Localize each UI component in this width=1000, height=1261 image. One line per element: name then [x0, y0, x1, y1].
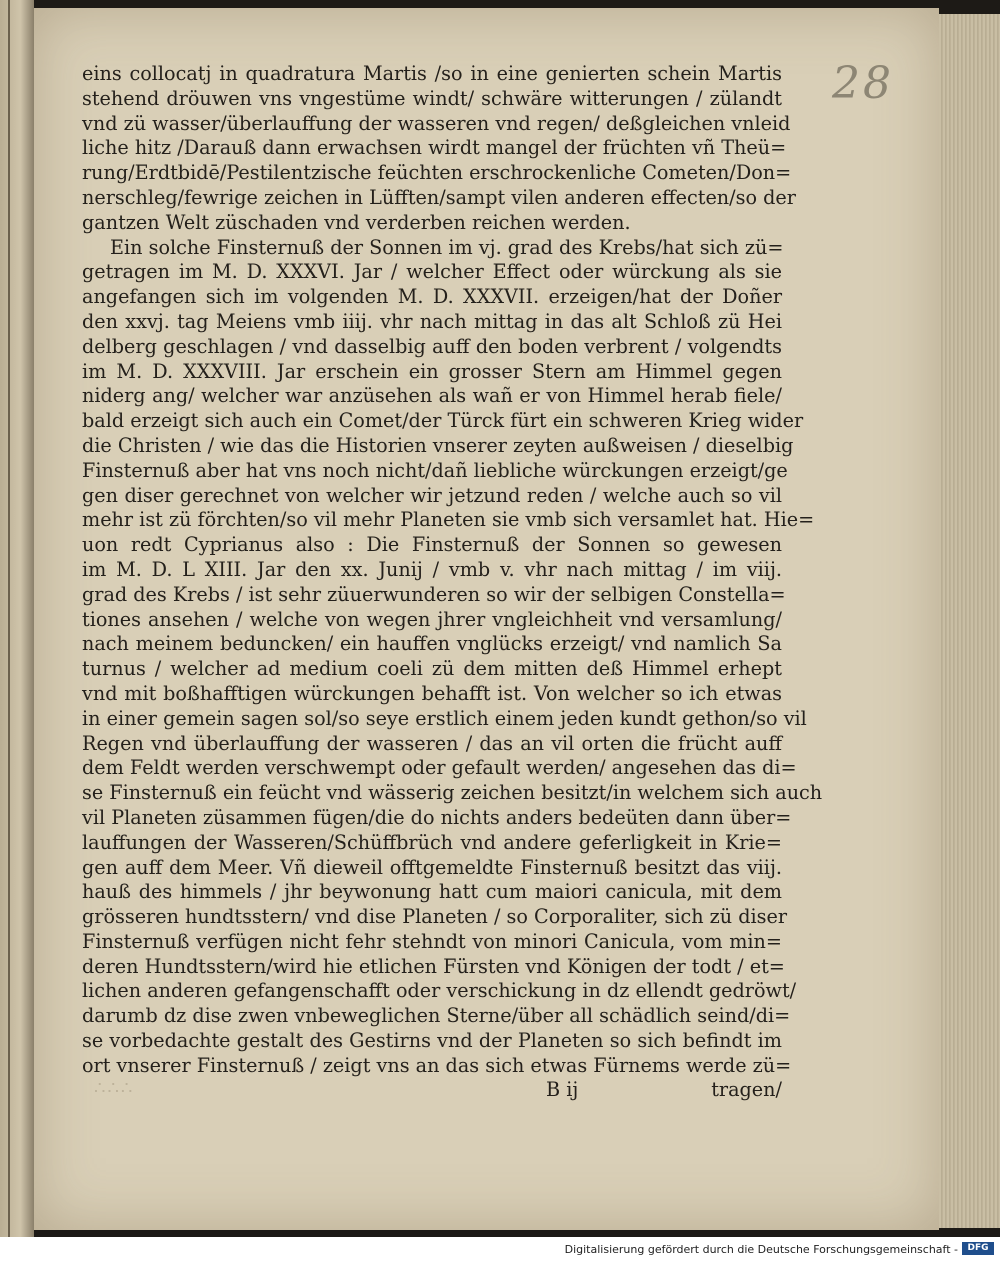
text-line: vil Planeten züsammen fügen/die do nichts anders bedeüten dann über=	[82, 805, 792, 829]
page-stack-edges	[939, 14, 1000, 1228]
text-block	[82, 62, 823, 1079]
text-line: getragen im M. D. XXXVI. Jar / welcher Effect oder würckung als sie	[82, 260, 782, 284]
catchword: tragen/	[711, 1078, 782, 1101]
dfg-logo: DFG	[962, 1242, 994, 1255]
text-line: den xxvj. tag Meiens vmb iiij. vhr nach mittag in das alt Schloß zü Hei	[82, 309, 782, 333]
text-line: nach meinem beduncken/ ein hauffen vnglücks erzeigt/ vnd namlich Sa	[82, 632, 782, 656]
text-line: liche hitz /Darauß dann erwachsen wirdt mangel der früchten vñ Theü=	[82, 136, 787, 160]
funding-credit: Digitalisierung gefördert durch die Deutsche Forschungsgemeinschaft -	[564, 1243, 958, 1256]
previous-page-edge	[0, 0, 34, 1237]
catchline	[82, 1078, 782, 1106]
text-line: deren Hundtsstern/wird hie etlichen Fürsten vnd Königen der todt / et=	[82, 954, 785, 978]
text-line: hauß des himmels / jhr beywonung hatt cum maiori canicula, mit dem	[82, 880, 782, 904]
faded-stamp: ∴∴∴	[94, 1078, 135, 1099]
footer-bar	[0, 1237, 1000, 1261]
text-line: die Christen / wie das die Historien vnserer zeyten außweisen / dieselbig	[82, 433, 794, 457]
text-line: darumb dz dise zwen vnbeweglichen Sterne/über all schädlich seind/di=	[82, 1004, 791, 1028]
text-line: lauffungen der Wasseren/Schüffbrüch vnd andere geferligkeit in Krie=	[82, 830, 782, 854]
folio-number: 28	[832, 58, 894, 109]
text-line: grösseren hundtsstern/ vnd dise Planeten / so Corporaliter, sich zü diser	[82, 905, 788, 929]
text-line: im M. D. XXXVIII. Jar erschein ein grosser Stern am Himmel gegen	[82, 359, 782, 383]
text-line: delberg geschlagen / vnd dasselbig auff den boden verbrent / volgendts	[82, 334, 782, 358]
text-line: Finsternuß aber hat vns noch nicht/dañ liebliche würckungen erzeigt/ge	[82, 458, 788, 482]
text-line: se vorbedachte gestalt des Gestirns vnd der Planeten so sich befindt im	[82, 1029, 782, 1053]
text-line: niderg ang/ welcher war anzüsehen als wañ er von Himmel herab fiele/	[82, 384, 782, 408]
text-line: in einer gemein sagen sol/so seye erstlich einem jeden kundt gethon/so vil	[82, 706, 807, 730]
text-line: mehr ist zü förchten/so vil mehr Planeten sie vmb sich versamlet hat. Hie=	[82, 508, 815, 532]
text-line: gen diser gerechnet von welcher wir jetzund reden / welche auch so vil	[82, 483, 782, 507]
text-line: tiones ansehen / welche von wegen jhrer vngleichheit vnd versamlung/	[82, 607, 782, 631]
text-line: eins collocatj in quadratura Martis /so in eine genierten schein Martis	[82, 62, 782, 85]
text-line: gantzen Welt züschaden vnd verderben reichen werden.	[82, 210, 631, 234]
text-line: Finsternuß verfügen nicht fehr stehndt von minori Canicula, vom min=	[82, 929, 782, 953]
text-line: angefangen sich im volgenden M. D. XXXVII. erzeigen/hat der Doñer	[82, 285, 782, 309]
text-line: Ein solche Finsternuß der Sonnen im vj. grad des Krebs/hat sich zü=	[110, 235, 784, 259]
text-line: turnus / welcher ad medium coeli zü dem mitten deß Himmel erhept	[82, 657, 782, 681]
text-line: dem Feldt werden verschwempt oder gefault werden/ angesehen das di=	[82, 756, 797, 780]
binding-edge	[8, 0, 10, 1237]
text-line: se Finsternuß ein feücht vnd wässerig zeichen besitzt/in welchem sich auch	[82, 781, 823, 805]
text-line: ort vnserer Finsternuß / zeigt vns an das sich etwas Fürnems werde zü=	[82, 1053, 792, 1077]
text-line: vnd mit boßhafftigen würckungen behafft ist. Von welcher so ich etwas	[82, 681, 782, 705]
text-line: grad des Krebs / ist sehr züuerwunderen so wir der selbigen Constella=	[82, 582, 786, 606]
text-line: gen auff dem Meer. Vñ dieweil offtgemeldte Finsternuß besitzt das viij.	[82, 855, 782, 879]
signature-mark: B ij	[546, 1078, 579, 1101]
text-line: nerschleg/fewrige zeichen in Lüfften/sampt vilen anderen effecten/so der	[82, 185, 796, 209]
text-line: im M. D. L XIII. Jar den xx. Junij / vmb v. vhr nach mittag / im viij.	[82, 557, 782, 581]
text-line: uon redt Cyprianus also : Die Finsternuß der Sonnen so gewesen	[82, 533, 782, 557]
text-line: rung/Erdtbidē/Pestilentzische feüchten erschrockenliche Cometen/Don=	[82, 161, 792, 185]
text-line: lichen anderen gefangenschafft oder verschickung in dz ellendt gedröwt/	[82, 979, 797, 1003]
text-line: vnd zü wasser/überlauffung der wasseren vnd regen/ deßgleichen vnleid	[82, 111, 791, 135]
text-line: stehend dröuwen vns vngestüme windt/ schwäre witterungen / zülandt	[82, 86, 782, 110]
text-line: Regen vnd überlauffung der wasseren / das an vil orten die frücht auff	[82, 731, 782, 755]
text-line: bald erzeigt sich auch ein Comet/der Türck fürt ein schweren Krieg wider	[82, 409, 804, 433]
